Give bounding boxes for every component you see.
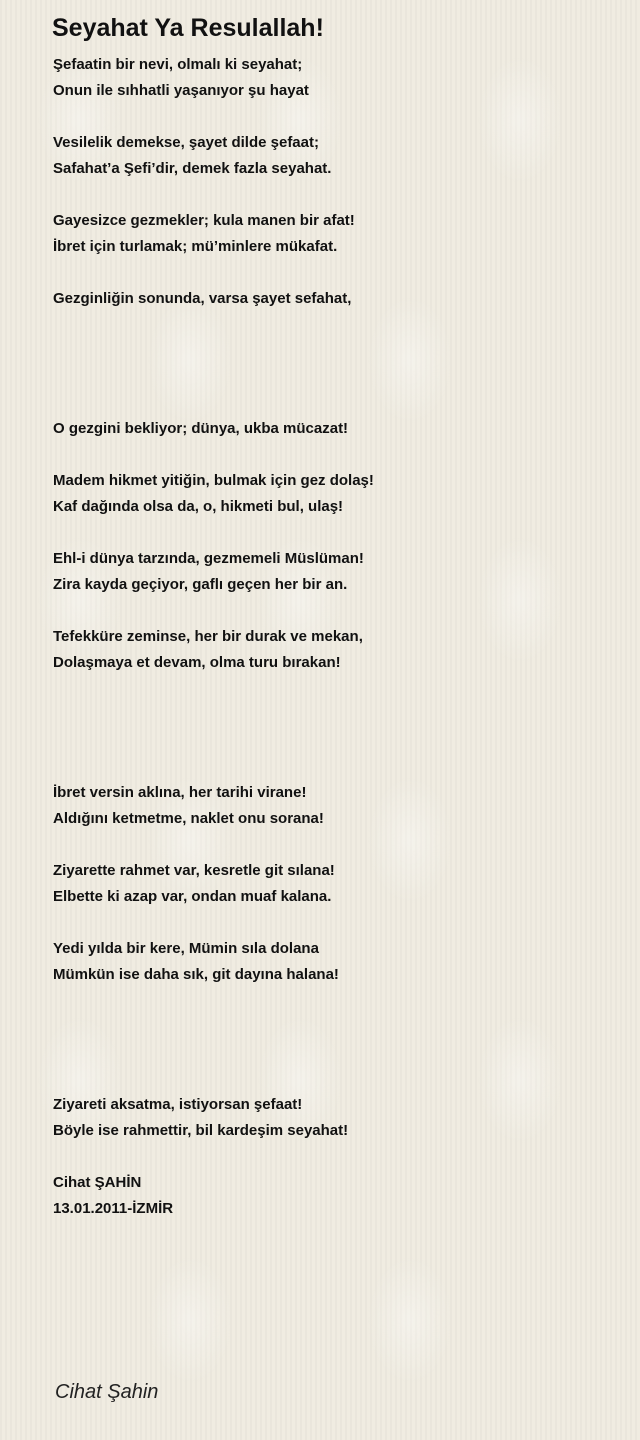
poem-body	[53, 52, 613, 1222]
poem-line: Elbette ki azap var, ondan muaf kalana.	[53, 888, 332, 905]
stanza	[53, 624, 613, 676]
stanza	[53, 416, 613, 442]
poem-line: Aldığını ketmetme, naklet onu sorana!	[53, 810, 324, 827]
poem-line: Vesilelik demekse, şayet dilde şefaat;	[53, 134, 319, 151]
stanza	[53, 208, 613, 260]
stanza	[53, 286, 613, 312]
poem-line: Ehl-i dünya tarzında, gezmemeli Müslüman!	[53, 550, 364, 567]
poem-line: Mümkün ise daha sık, git dayına halana!	[53, 966, 339, 983]
author-signature: Cihat Şahin	[55, 1381, 159, 1403]
stanza	[53, 858, 613, 910]
poem-date-place: 13.01.2011-İZMİR	[53, 1200, 174, 1217]
poem-line: Ziyarette rahmet var, kesretle git sılana!	[53, 862, 335, 879]
author-block	[53, 1170, 613, 1222]
poem-line: Safahat’a Şefi’dir, demek fazla seyahat.	[53, 160, 332, 177]
poem-line: Gayesizce gezmekler; kula manen bir afat!	[53, 212, 355, 229]
poem-line: Gezginliğin sonunda, varsa şayet sefahat,	[53, 290, 352, 307]
stanza	[53, 468, 613, 520]
poem-line: Zira kayda geçiyor, gaflı geçen her bir an.	[53, 576, 348, 593]
stanza	[53, 52, 613, 104]
poem-line: O gezgini bekliyor; dünya, ukba mücazat!	[53, 420, 349, 437]
stanza	[53, 936, 613, 988]
poem-line: Dolaşmaya et devam, olma turu bırakan!	[53, 654, 341, 671]
poem-line: Böyle ise rahmettir, bil kardeşim seyahat!	[53, 1122, 349, 1139]
stanza	[53, 546, 613, 598]
stanza	[53, 130, 613, 182]
poem-line: İbret versin aklına, her tarihi virane!	[53, 784, 307, 801]
poem-line: Madem hikmet yitiğin, bulmak için gez dolaş!	[53, 472, 374, 489]
author-name: Cihat ŞAHİN	[53, 1174, 142, 1191]
poem-line: İbret için turlamak; mü’minlere mükafat.	[53, 238, 338, 255]
poem-line: Şefaatin bir nevi, olmalı ki seyahat;	[53, 56, 303, 73]
poem-title: Seyahat Ya Resulallah!	[52, 14, 324, 42]
stanza	[53, 1092, 613, 1144]
poem-line: Kaf dağında olsa da, o, hikmeti bul, ulaş!	[53, 498, 344, 515]
poem-line: Tefekküre zeminse, her bir durak ve mekan,	[53, 628, 363, 645]
stanza	[53, 780, 613, 832]
poem-line: Yedi yılda bir kere, Mümin sıla dolana	[53, 940, 319, 957]
poem-line: Onun ile sıhhatli yaşanıyor şu hayat	[53, 82, 309, 99]
poem-line: Ziyareti aksatma, istiyorsan şefaat!	[53, 1096, 303, 1113]
